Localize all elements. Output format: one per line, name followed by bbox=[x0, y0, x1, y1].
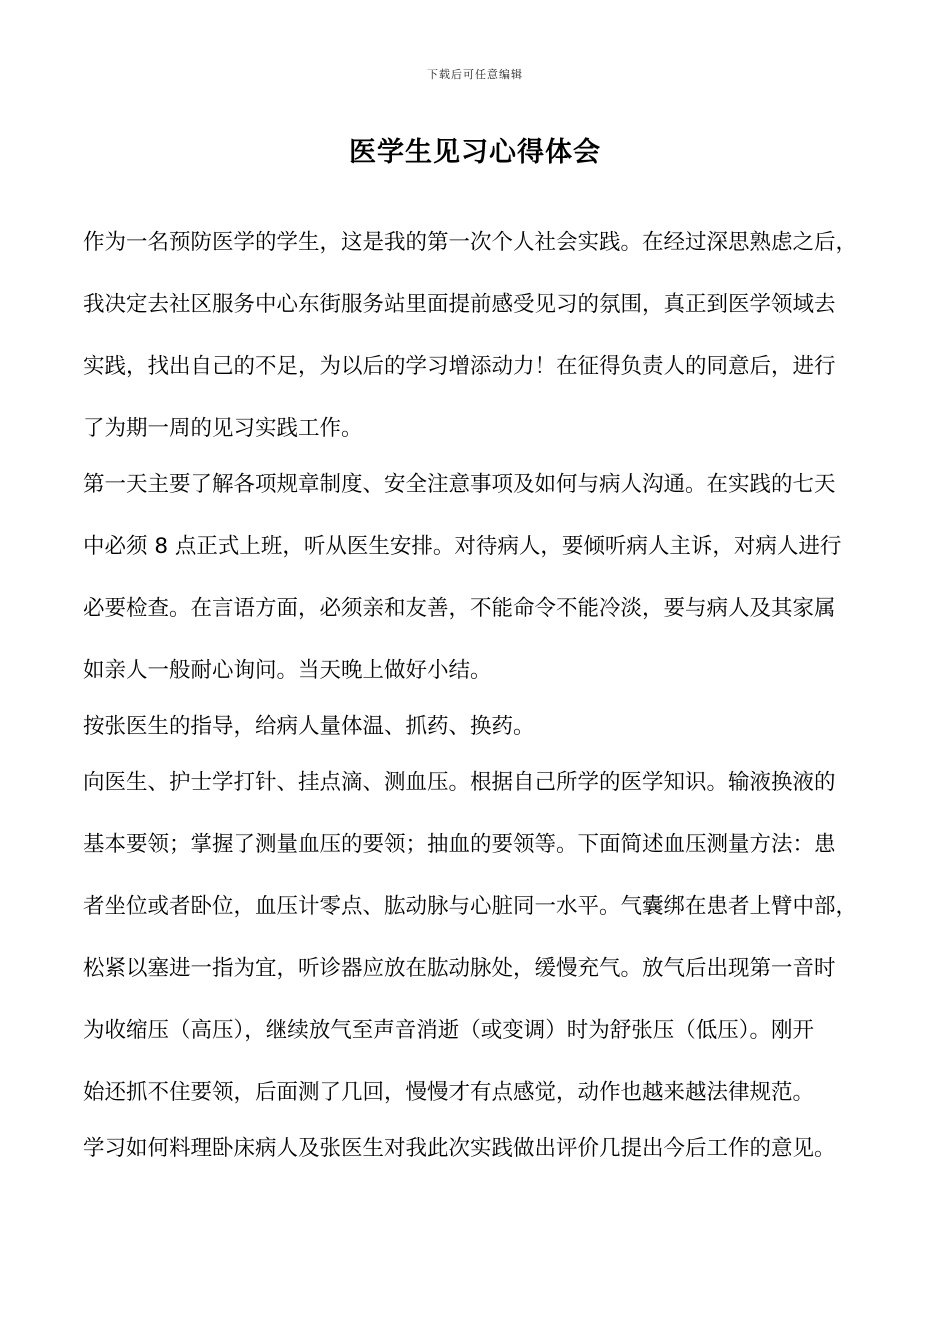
body-line: 了为期一周的见习实践工作。 bbox=[83, 416, 363, 441]
body-line: 为收缩压（高压），继续放气至声音消逝（或变调）时为舒张压（低压）。刚开 bbox=[83, 1018, 815, 1043]
header-note: 下载后可任意编辑 bbox=[427, 68, 523, 81]
body-line: 基本要领；掌握了测量血压的要领；抽血的要领等。下面简述血压测量方法：患 bbox=[83, 832, 836, 857]
body-line: 作为一名预防医学的学生，这是我的第一次个人社会实践。在经过深思熟虑之后， bbox=[83, 230, 858, 255]
body-line: 中必须 8 点正式上班，听从医生安排。对待病人，要倾听病人主诉，对病人进行 bbox=[83, 534, 842, 559]
body-line: 我决定去社区服务中心东街服务站里面提前感受见习的氛围，真正到医学领域去 bbox=[83, 292, 836, 317]
body-line: 者坐位或者卧位，血压计零点、肱动脉与心脏同一水平。气囊绑在患者上臂中部， bbox=[83, 894, 858, 919]
body-line: 按张医生的指导，给病人量体温、抓药、换药。 bbox=[83, 714, 535, 739]
body-line: 必要检查。在言语方面，必须亲和友善，不能命令不能冷淡，要与病人及其家属 bbox=[83, 596, 836, 621]
body-line: 第一天主要了解各项规章制度、安全注意事项及如何与病人沟通。在实践的七天 bbox=[83, 472, 836, 497]
body-line: 始还抓不住要领，后面测了几回，慢慢才有点感觉，动作也越来越法律规范。 bbox=[83, 1080, 815, 1105]
body-line: 向医生、护士学打针、挂点滴、测血压。根据自己所学的医学知识。输液换液的 bbox=[83, 770, 836, 795]
document-body bbox=[83, 212, 883, 1180]
document-title: 医学生见习心得体会 bbox=[349, 137, 601, 168]
body-line: 学习如何料理卧床病人及张医生对我此次实践做出评价几提出今后工作的意见。 bbox=[83, 1136, 836, 1161]
body-line: 松紧以塞进一指为宜，听诊器应放在肱动脉处，缓慢充气。放气后出现第一音时 bbox=[83, 956, 836, 981]
body-line: 如亲人一般耐心询问。当天晚上做好小结。 bbox=[83, 658, 492, 683]
body-line: 实践，找出自己的不足，为以后的学习增添动力！在征得负责人的同意后，进行 bbox=[83, 354, 836, 379]
